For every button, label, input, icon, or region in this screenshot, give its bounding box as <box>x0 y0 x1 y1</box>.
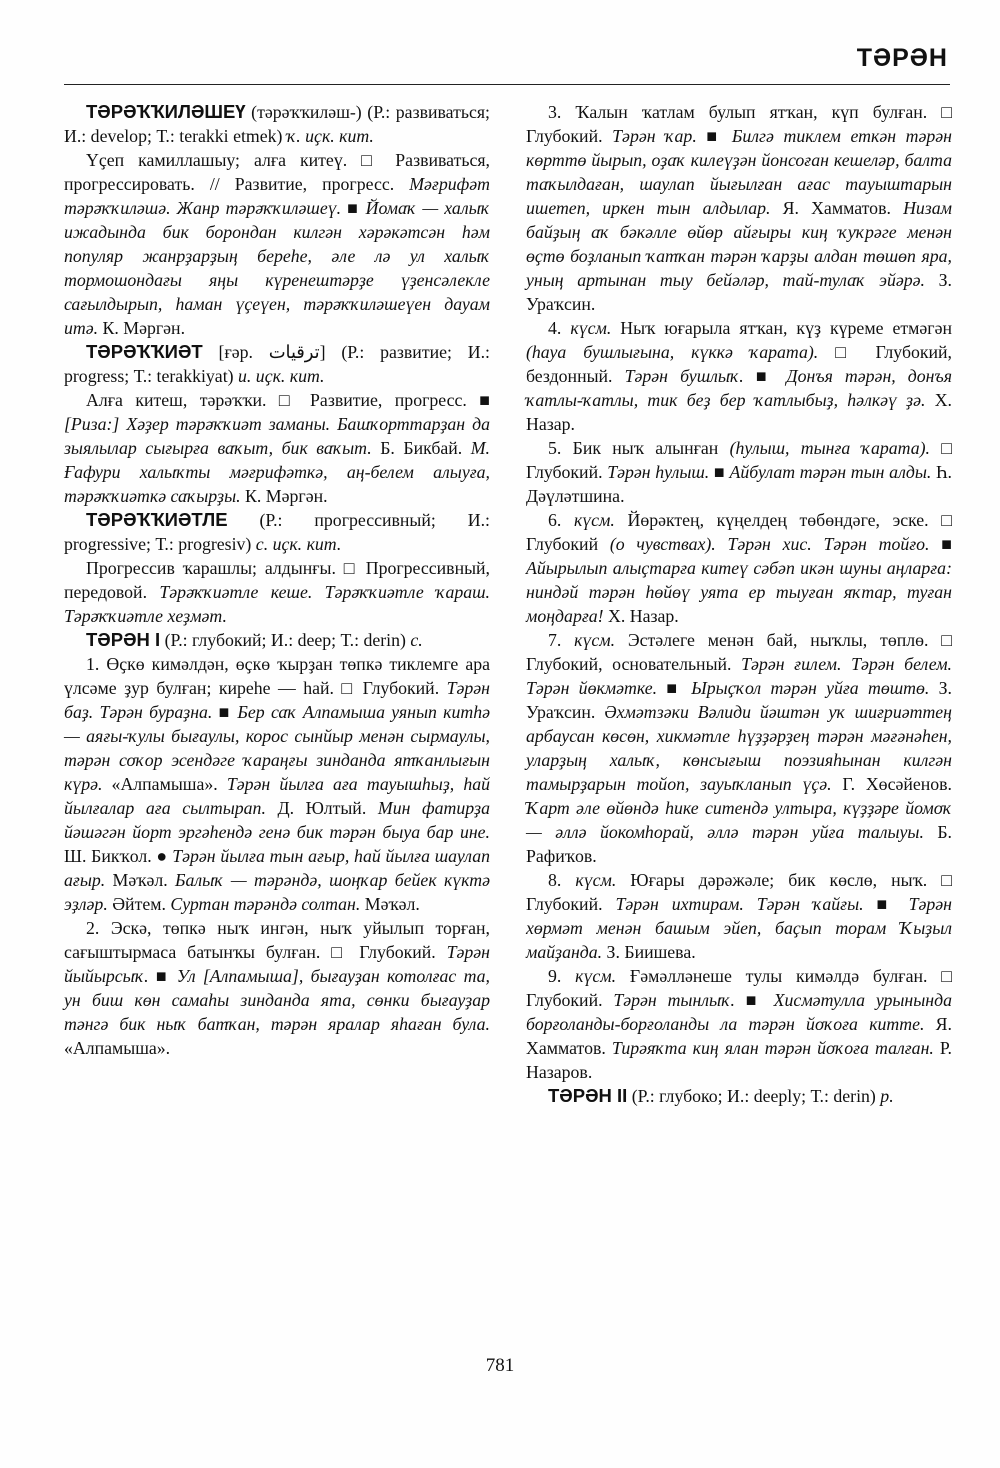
source-text: Б. Рафиҡов. <box>526 822 952 866</box>
example-text: Әхмәтзәки Вәлиди йәштән уҡ шиғриәттең арбаусан көсөн, хикмәтле һүҙҙәрҙең тәрән мәғәнәһен, уларҙың халыҡ, көнсығыш поэзияһынан килгән тамырҙарын тойоп, зауыҡланып үҫә. <box>526 702 952 794</box>
entry-tags: с. иҫк. кит. <box>255 534 342 554</box>
source-text: Мәҡәл. <box>105 870 176 890</box>
usage-label: күсм. <box>573 510 615 530</box>
definition-text: Ныҡ юғарыла ятҡан, күҙ күреме етмәгән <box>611 318 953 338</box>
usage-label: күсм. <box>575 870 617 890</box>
definition-text: □ Глубокий, бездонный. <box>526 342 952 386</box>
definition-text: 1. Өҫкө кимәлдән, өҫкө ҡырҙан төпкә тиклемге ара үлсәме ҙур булған; киреһе — һай. □ Глубокий. <box>64 654 490 698</box>
definition-text: 8. <box>548 870 576 890</box>
definition-text: Йөрәктең, күңелдең төбөндәге, эске. □ Глубокий <box>526 510 952 554</box>
definition-text: 4. <box>548 318 571 338</box>
source-text: Я. Хамматов. <box>770 198 904 218</box>
source-text: «Алпамыша». <box>64 1038 171 1058</box>
entry-meta: (Р.: прогрессивный; И.: progressive; Т.: progresiv) <box>64 510 490 554</box>
source-text: Б. Бикбай. <box>371 438 471 458</box>
entry-meta: (Р.: глубокий; И.: deep; Т.: derin) <box>160 630 411 650</box>
definition-text <box>716 534 728 554</box>
example-text: Тәрән ҡар. ■ Билгә тиклем еткән тәрән көрттө йырып, оҙаҡ килеүҙән йонсоған кешеләр, балта таҡылдаған, шаулап йығылған ағас тауыштарын ишетеп, иркен тын алдылар. <box>526 126 952 218</box>
source-text: Г. Хөсәйенов. <box>831 774 953 794</box>
definition-text: 6. <box>548 510 574 530</box>
sense-3 <box>526 100 952 316</box>
example-text: Тирәяҡта киң ялан тәрән йоҡоға талған. <box>611 1038 934 1058</box>
entry-teraqqilesheu <box>64 100 490 148</box>
source-text: З. Ураҡсин. <box>526 270 952 314</box>
example-text: Тәрән йыйырсыҡ. ■ Ул [Алпамыша], бығауҙан котолғас та, ун биш көн самаһы зинданда ята, сөнки бығауҙар тәнгә бик ныҡ батҡан, тәрән яралар яһаған була. <box>64 942 490 1034</box>
usage-label: күсм. <box>574 630 616 650</box>
example-text: Тәрән бушлыҡ. ■ Донъя тәрән, донъя ҡатлы-ҡатлы, тик беҙ бер ҡатлыбыҙ, һәлкәү ҙә. <box>526 366 953 410</box>
headword: ТӘРӘН II <box>548 1085 628 1106</box>
sense-paragraph <box>64 556 490 628</box>
entry-tags: с. <box>410 630 423 650</box>
entry-tags: и. иҫк. кит. <box>238 366 325 386</box>
entry-meta: (тәрәҡҡиләш-) (Р.: развиваться; И.: develop; Т.: terakki etmek) <box>64 102 490 146</box>
entry-tags: р. <box>880 1086 894 1106</box>
entry-teraqqiat <box>64 340 490 388</box>
example-text: Тәрән ихтирам. Тәрән ҡайғы. ■ Тәрән хөрмәт менән башым эйеп, баҫып торам Ҡыҙыл майҙанда. <box>526 894 952 962</box>
source-text: Х. Назар. <box>603 606 679 626</box>
example-text: [Риза:] Хәҙер тәрәҡҡиәт заманы. Башҡорттарҙан да зыялылар сығырға ваҡыт, бик ваҡыт. <box>64 414 490 458</box>
example-text: Мәғрифәт тәрәҡҡиләшә. Жанр тәрәҡҡиләшеү. ■ Йомаҡ — халыҡ ижадында бик борондан килгән хәрәкәтсән һәм популяр жанрҙарҙың береһе, әле лә ул халыҡ тормошондағы яңы күренештәрҙе үҙенсәлекле сағылдырып, һаман үҫеүен, тәрәҡҡиләшеүен дауам итә. <box>64 174 490 338</box>
definition-text: Прогрессив ҡарашлы; алдынғы. □ Прогрессивный, передовой. <box>64 558 490 602</box>
definition-text: □ Глубокий. <box>526 438 952 482</box>
entry-teraqqiatle <box>64 508 490 556</box>
definition-text: 2. Эскә, төпкә ныҡ ингән, ныҡ уйылып торған, сағыштырмаса батынҡы булған. □ Глубокий. <box>64 918 490 962</box>
source-text: Ш. Бикҡол. ● <box>64 846 173 866</box>
header-rule <box>64 84 950 85</box>
headword: ТӘРӘҠҠИӘТ <box>86 341 203 362</box>
sense-6 <box>526 508 952 628</box>
sense-2 <box>64 916 490 1060</box>
source-text: Әйтем. <box>107 894 171 914</box>
sense-9 <box>526 964 952 1084</box>
sense-paragraph <box>64 148 490 340</box>
headword: ТӘРӘН I <box>86 629 161 650</box>
example-text: Низам байҙың аҡ бәкәлле өйөр айғыры киң ҡуҡрәге менән өҫтө боҙланып ҡатҡан тәрән ҡарҙы алдан төшөп яра, уның артынан тыу бейәләр, тай-тулаҡ эйәрә. <box>526 198 952 290</box>
definition-text: 7. <box>548 630 575 650</box>
definition-text: 9. <box>548 966 576 986</box>
source-text: «Алпамыша». <box>102 774 227 794</box>
entry-tags: ҡ. иҫк. кит. <box>286 126 374 146</box>
definition-text: Ғәмәлләнеше тулы кимәлдә булған. □ Глубокий. <box>526 966 952 1010</box>
entry-meta: [ғәр. ترقيات] (Р.: развитие; И.: progress; Т.: terakkiyat) <box>64 342 490 386</box>
example-text: Тәрән баҙ. Тәрән бураҙна. ■ Бер саҡ Алпамыша уянып китһә — аяғы-ҡулы бығаулы, корос сынйыр менән сырмаулы, тәрән соҡор эсендәге ҡараңғы зинданда ятҡанлығын күрә. <box>64 678 490 794</box>
definition-text: Үҫеп камиллашыу; алға китеү. □ Развиваться, прогрессировать. // Развитие, прогресс. <box>64 150 490 194</box>
source-text: З. Биишева. <box>602 942 696 962</box>
headword: ТӘРӘҠҠИЛӘШЕҮ <box>86 101 246 122</box>
example-text: Мин фатирҙа йәшәгән йорт эргәһендә генә бик тәрән быуа бар ине. <box>64 798 490 842</box>
sense-8 <box>526 868 952 964</box>
source-text: К. Мәргән. <box>98 318 186 338</box>
sense-5 <box>526 436 952 508</box>
source-text: Я. Хамматов. <box>526 1014 952 1058</box>
definition-text: Эстәлеге менән бай, ныҡлы, төплө. □ Глубокий, основательный. <box>526 630 952 674</box>
source-text: Д. Юлтый. <box>265 798 378 818</box>
usage-note: (о чувствах). <box>609 534 716 554</box>
headword: ТӘРӘҠҠИӘТЛЕ <box>86 509 228 530</box>
sense-1 <box>64 652 490 916</box>
example-text: Балыҡ — тәрәндә, шоңҡар бейек күктә эҙләр. <box>64 870 491 914</box>
page-number: 781 <box>485 1355 515 1376</box>
example-text: Тәрән тынлыҡ. ■ Хисмәтулла урынында борғоланды-борғоланды ла тәрән йоҡоға китте. <box>526 990 952 1034</box>
example-text: Тәрән һулыш. ■ Айбулат тәрән тын алды. <box>607 462 932 482</box>
entry-meta: (Р.: глубоко; И.: deeply; Т.: derin) <box>627 1086 881 1106</box>
source-text: Һ. Дәүләтшина. <box>526 462 952 506</box>
source-text: З. Ураҡсин. <box>526 678 952 722</box>
definition-text: 5. Бик ныҡ алынған <box>548 438 730 458</box>
example-text: М. Ғафури халыҡты мәғрифәткә, аң-белем алыуға, тәрәҡҡиәткә саҡырҙы. <box>64 438 490 506</box>
definition-text: Юғары дәрәжәле; бик көслө, ныҡ. □ Глубокий. <box>526 870 953 914</box>
source-text: К. Мәргән. <box>240 486 328 506</box>
sense-4 <box>526 316 952 436</box>
example-text: Суртан тәрәндә солтан. <box>170 894 361 914</box>
source-text: Мәҡәл. <box>360 894 420 914</box>
running-head: ТӘРӘН <box>856 44 948 72</box>
usage-label: күсм. <box>575 966 617 986</box>
example-text: Тәрән йылға тын ағыр, һай йылға шаулап ағыр. <box>64 846 490 890</box>
source-text: Х. Назар. <box>526 390 952 434</box>
usage-note: (һауа бушлығына, күккә ҡарата). <box>526 342 819 362</box>
usage-note: (һулыш, тынға ҡарата). <box>729 438 930 458</box>
entry-teran-1 <box>64 628 490 652</box>
example-text: Тәрән хис. Тәрән тойғо. ■ Айырылып алыҫтарға китеү сәбәп икән шуны аңларға: ниндәй тәрән һөйөү уята ер тыуған яҡтар, туған моңдарға! <box>526 534 952 626</box>
definition-text: Алға китеш, тәрәҡҡи. □ Развитие, прогресс. ■ <box>86 390 490 410</box>
usage-label: күсм. <box>570 318 612 338</box>
example-text: Тәрән ғилем. Тәрән белем. Тәрән йөкмәтке. ■ Ырыҫҡол тәрән уйға төштө. <box>526 654 952 698</box>
example-text: Ҡарт әле өйөндә һике ситендә ултыра, күҙҙәре йомоҡ — әллә йокомһорай, әллә тәрән уйға талыуы. <box>526 798 952 842</box>
example-text: Тәрән йылға аға тауышһыҙ, һай йылғалар аға сылтырап. <box>64 774 490 818</box>
right-column <box>526 100 952 1108</box>
left-column <box>64 100 490 1060</box>
sense-paragraph <box>64 388 490 508</box>
definition-text: 3. Ҡалын ҡатлам булып ятҡан, күп булған. □ Глубокий. <box>526 102 952 146</box>
source-text: Р. Назаров. <box>526 1038 953 1082</box>
entry-teran-2 <box>526 1084 952 1108</box>
example-text: Тәрәҡҡиәтле кеше. Тәрәҡҡиәтле ҡараш. Тәрәҡҡиәтле хеҙмәт. <box>64 582 490 626</box>
sense-7 <box>526 628 952 868</box>
